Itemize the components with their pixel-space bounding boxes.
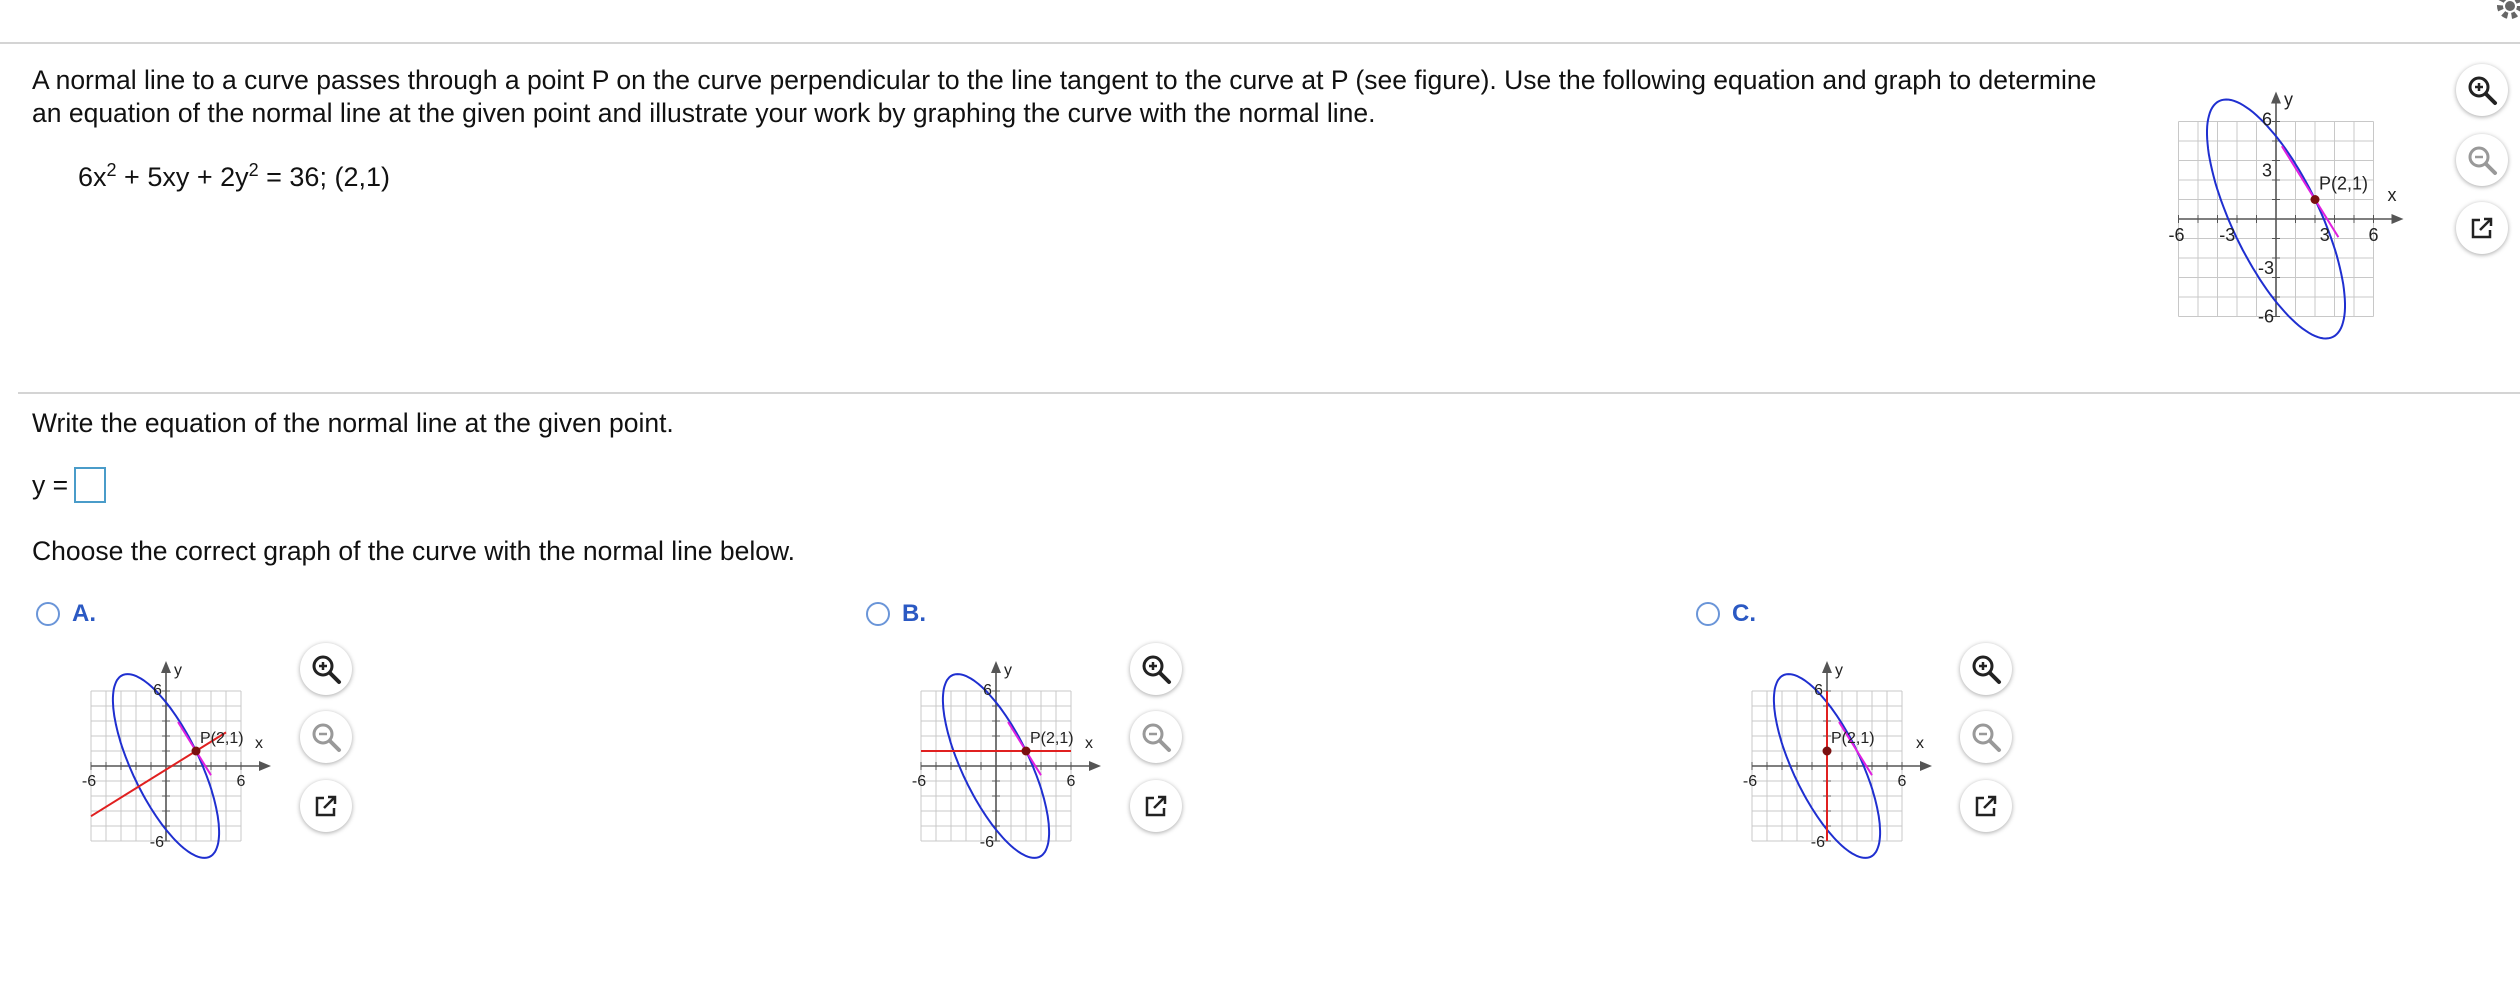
normal-line-prompt: Write the equation of the normal line at the given point. bbox=[32, 408, 674, 438]
x-axis-label: x bbox=[2387, 185, 2397, 205]
y-axis-label: y bbox=[174, 662, 182, 679]
option-a-graph bbox=[66, 648, 316, 868]
option-c-open-new-window-button[interactable] bbox=[1960, 780, 2012, 832]
option-b-radio[interactable] bbox=[866, 602, 890, 626]
open-in-new-window-icon bbox=[1969, 789, 2003, 823]
y-tick-label-pos6: 6 bbox=[153, 682, 162, 699]
x-tick-label-neg6: -6 bbox=[911, 773, 927, 790]
y-tick-label-neg6: -6 bbox=[149, 834, 164, 851]
y-axis-label: y bbox=[1004, 662, 1012, 679]
option-a-zoom-in-button[interactable] bbox=[300, 643, 352, 695]
choose-graph-prompt: Choose the correct graph of the curve with the normal line below. bbox=[32, 536, 796, 566]
x-tick-label-pos3: 3 bbox=[2319, 225, 2330, 245]
option-c[interactable] bbox=[1696, 600, 1756, 628]
x-axis-arrow bbox=[2392, 214, 2404, 224]
open-in-new-window-icon bbox=[2465, 211, 2499, 245]
x-tick-label-neg6: -6 bbox=[81, 773, 97, 790]
zoom-out-icon bbox=[1139, 720, 1173, 754]
y-axis-arrow bbox=[2271, 92, 2281, 104]
y-axis-label: y bbox=[1835, 662, 1843, 679]
y-axis-arrow bbox=[1822, 661, 1832, 673]
option-c-graph bbox=[1727, 648, 1977, 868]
option-a[interactable] bbox=[36, 600, 96, 628]
x-tick-label-neg6: -6 bbox=[1742, 773, 1758, 790]
main-zoom-out-button[interactable] bbox=[2456, 134, 2508, 186]
point-p-label: P(2,1) bbox=[1030, 730, 1074, 747]
option-c-label: C. bbox=[1732, 600, 1756, 627]
point-p-label: P(2,1) bbox=[1831, 730, 1875, 747]
option-a-open-new-window-button[interactable] bbox=[300, 780, 352, 832]
x-axis-arrow bbox=[1920, 761, 1932, 771]
y-tick-label-pos3: 3 bbox=[2261, 160, 2272, 181]
option-b-open-new-window-button[interactable] bbox=[1130, 780, 1182, 832]
y-axis-label: y bbox=[2284, 89, 2293, 110]
x-tick-label-pos6: 6 bbox=[1897, 773, 1907, 790]
gear-icon[interactable] bbox=[2490, 0, 2520, 26]
open-in-new-window-icon bbox=[1139, 789, 1173, 823]
point-p-label: P(2,1) bbox=[2319, 173, 2369, 194]
point-p bbox=[1022, 747, 1031, 756]
given-equation: $6x^2 + 5xy + 2y^2 = 36$; (2,1) bbox=[78, 160, 390, 192]
y-tick-label-neg3: -3 bbox=[2257, 257, 2274, 278]
answer-label: y = bbox=[32, 469, 69, 500]
x-axis-arrow bbox=[1089, 761, 1101, 771]
option-c-radio[interactable] bbox=[1696, 602, 1720, 626]
point-p bbox=[1823, 747, 1832, 756]
answer-input[interactable] bbox=[74, 467, 106, 503]
y-tick-label-neg6: -6 bbox=[2257, 306, 2274, 327]
option-a-zoom-out-button[interactable] bbox=[300, 711, 352, 763]
x-axis-arrow bbox=[259, 761, 271, 771]
point-p-label: P(2,1) bbox=[200, 730, 244, 747]
answer-row bbox=[32, 467, 106, 503]
x-axis-label: x bbox=[1916, 735, 1924, 752]
x-tick-label-neg6: -6 bbox=[2168, 225, 2185, 245]
zoom-in-icon bbox=[1139, 652, 1173, 686]
option-b-zoom-out-button[interactable] bbox=[1130, 711, 1182, 763]
y-tick-label-pos6: 6 bbox=[983, 682, 992, 699]
x-tick-label-pos6: 6 bbox=[2368, 225, 2379, 245]
zoom-in-icon bbox=[2465, 73, 2499, 107]
y-axis-arrow bbox=[991, 661, 1001, 673]
point-p bbox=[192, 747, 201, 756]
option-a-radio[interactable] bbox=[36, 602, 60, 626]
x-tick-label-pos6: 6 bbox=[1066, 773, 1076, 790]
x-tick-label-pos6: 6 bbox=[236, 773, 246, 790]
y-tick-label-pos6: 6 bbox=[2261, 109, 2272, 130]
zoom-in-icon bbox=[309, 652, 343, 686]
option-b-graph bbox=[896, 648, 1146, 868]
x-tick-label-neg3: -3 bbox=[2219, 225, 2236, 245]
option-c-zoom-out-button[interactable] bbox=[1960, 711, 2012, 763]
top-divider bbox=[0, 42, 2520, 44]
question-text: A normal line to a curve passes through a point P on the curve perpendicular to the line tangent to the curve at P (see figure). Use the following equation and graph to determine an equation of the normal line at the given point and illustrate your work by graphing the curve with the normal line. bbox=[32, 65, 2097, 128]
option-b[interactable] bbox=[866, 600, 926, 628]
point-p bbox=[2311, 195, 2320, 204]
x-axis-label: x bbox=[1085, 735, 1093, 752]
option-b-zoom-in-button[interactable] bbox=[1130, 643, 1182, 695]
option-c-zoom-in-button[interactable] bbox=[1960, 643, 2012, 695]
y-tick-label-pos6: 6 bbox=[1814, 682, 1823, 699]
y-axis-arrow bbox=[161, 661, 171, 673]
option-b-label: B. bbox=[902, 600, 926, 627]
main-open-new-window-button[interactable] bbox=[2456, 202, 2508, 254]
open-in-new-window-icon bbox=[309, 789, 343, 823]
y-tick-label-neg6: -6 bbox=[979, 834, 994, 851]
y-tick-label-neg6: -6 bbox=[1810, 834, 1825, 851]
zoom-out-icon bbox=[309, 720, 343, 754]
main-zoom-in-button[interactable] bbox=[2456, 64, 2508, 116]
zoom-out-icon bbox=[2465, 143, 2499, 177]
section-divider bbox=[18, 392, 2520, 394]
x-axis-label: x bbox=[255, 735, 263, 752]
zoom-out-icon bbox=[1969, 720, 2003, 754]
main-figure bbox=[2160, 62, 2460, 357]
option-a-label: A. bbox=[72, 600, 96, 627]
zoom-in-icon bbox=[1969, 652, 2003, 686]
